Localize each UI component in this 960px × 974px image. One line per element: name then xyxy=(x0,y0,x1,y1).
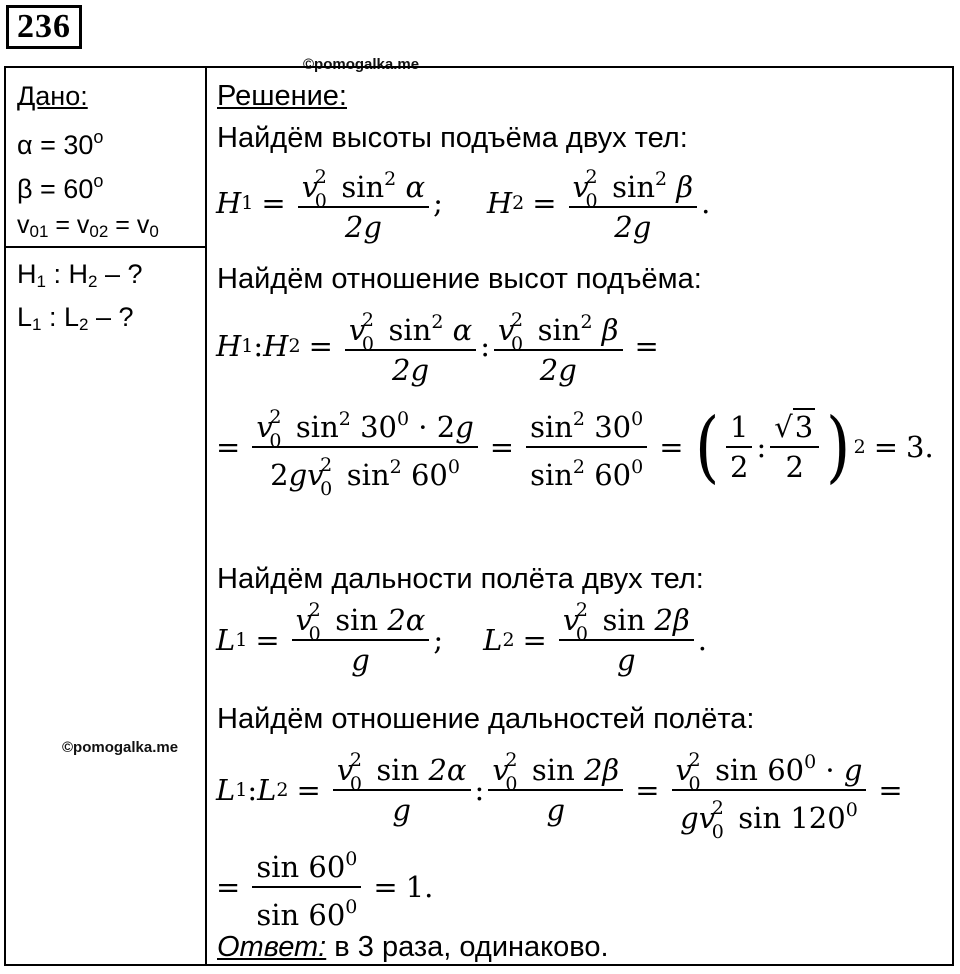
watermark-top: ©pomogalka.me xyxy=(303,56,420,73)
formula-heights: H 1 = v 2 0 $\sin^2 \alpha$ 2g ; H 2 = v 2 0 $\sin^2 \beta$ 2g . xyxy=(216,162,710,244)
fraction: v 2 0 $\sin^2 \beta$ 2g xyxy=(569,162,698,244)
fraction: $\frac{√3}{2}$ xyxy=(770,410,819,484)
fraction: v 2 0 $\sin^2 \alpha$ 2g xyxy=(345,305,476,387)
formula-range-ratio: L 1 : L 2 = v 2 0 sin 2α g : v 2 0 sin 2β g = v 2 0 $\sin 60^0 \cdot g$ gv 2 0 $\sin 120^0$ = xyxy=(216,745,911,835)
step-ranges: Найдём дальности полёта двух тел: xyxy=(217,563,704,595)
answer-text: в 3 раза, одинаково. xyxy=(326,931,609,963)
formula-height-ratio-result: = v 2 0 $\sin^2 30^0 \cdot 2g$ 2gv 2 0 $\sin^2 60^0$ = $\frac{\sin^2 30^0}{\sin^2 60^0}$ = ( $\frac{1}{2}$ : $\frac{√3}{2}$ ) 2 = 3. xyxy=(216,402,934,500)
fraction: v 2 0 $\sin^2 \alpha$ 2g xyxy=(298,162,429,244)
answer xyxy=(217,930,609,964)
fraction: $\frac{\sin^2 30^0}{\sin^2 60^0}$ xyxy=(526,402,647,492)
given-velocities: $v_{01} = v_{02} = v_0$ xyxy=(17,211,159,241)
column-divider xyxy=(205,66,207,966)
fraction: v 2 0 $\sin^2 30^0 \cdot 2g$ 2gv 2 0 $\sin^2 60^0$ xyxy=(252,402,477,492)
fraction: v 2 0 $\sin 60^0 \cdot g$ gv 2 0 $\sin 120^0$ xyxy=(672,745,867,835)
find-range-ratio: $L_1$ : $L_2$ – ? xyxy=(17,302,134,334)
fraction: v 2 0 sin 2β g xyxy=(559,603,694,677)
answer-label: Ответ: xyxy=(217,931,327,963)
given-beta: $\beta = 60^o$ xyxy=(17,171,104,204)
height-ratio-value: 3. xyxy=(906,430,934,464)
fraction: v 2 0 sin 2β g xyxy=(488,753,623,827)
watermark-left: ©pomogalka.me xyxy=(62,739,179,756)
range-ratio-value: 1. xyxy=(405,870,434,904)
fraction: v 2 0 sin 2α g xyxy=(292,603,430,677)
given-header: Дано: xyxy=(17,81,88,111)
formula-ranges: L 1 = v 2 0 sin 2α g ; L 2 = v 2 0 sin 2β g . xyxy=(216,599,707,677)
find-height-ratio: $H_1$ : $H_2$ – ? xyxy=(17,259,143,291)
formula-range-ratio-result: = $\frac{\sin 60^0}{\sin 60^0}$ = 1. xyxy=(216,842,433,932)
solution-header: Решение: xyxy=(217,80,347,112)
formula-height-ratio: H 1 : H 2 = v 2 0 $\sin^2 \alpha$ 2g : v 2 0 $\sin^2 \beta$ 2g = xyxy=(216,305,667,387)
given-alpha: $\alpha = 30^o$ xyxy=(17,127,104,160)
step-heights: Найдём высоты подъёма двух тел: xyxy=(217,122,688,154)
fraction: v 2 0 sin 2α g xyxy=(333,753,471,827)
step-height-ratio: Найдём отношение высот подъёма: xyxy=(217,263,702,295)
problem-number: 236 xyxy=(6,5,82,49)
fraction: $\frac{1}{2}$ xyxy=(726,410,752,484)
fraction: $\frac{\sin 60^0}{\sin 60^0}$ xyxy=(252,842,361,932)
step-range-ratio: Найдём отношение дальностей полёта: xyxy=(217,703,755,735)
fraction: v 2 0 $\sin^2 \beta$ 2g xyxy=(494,305,623,387)
